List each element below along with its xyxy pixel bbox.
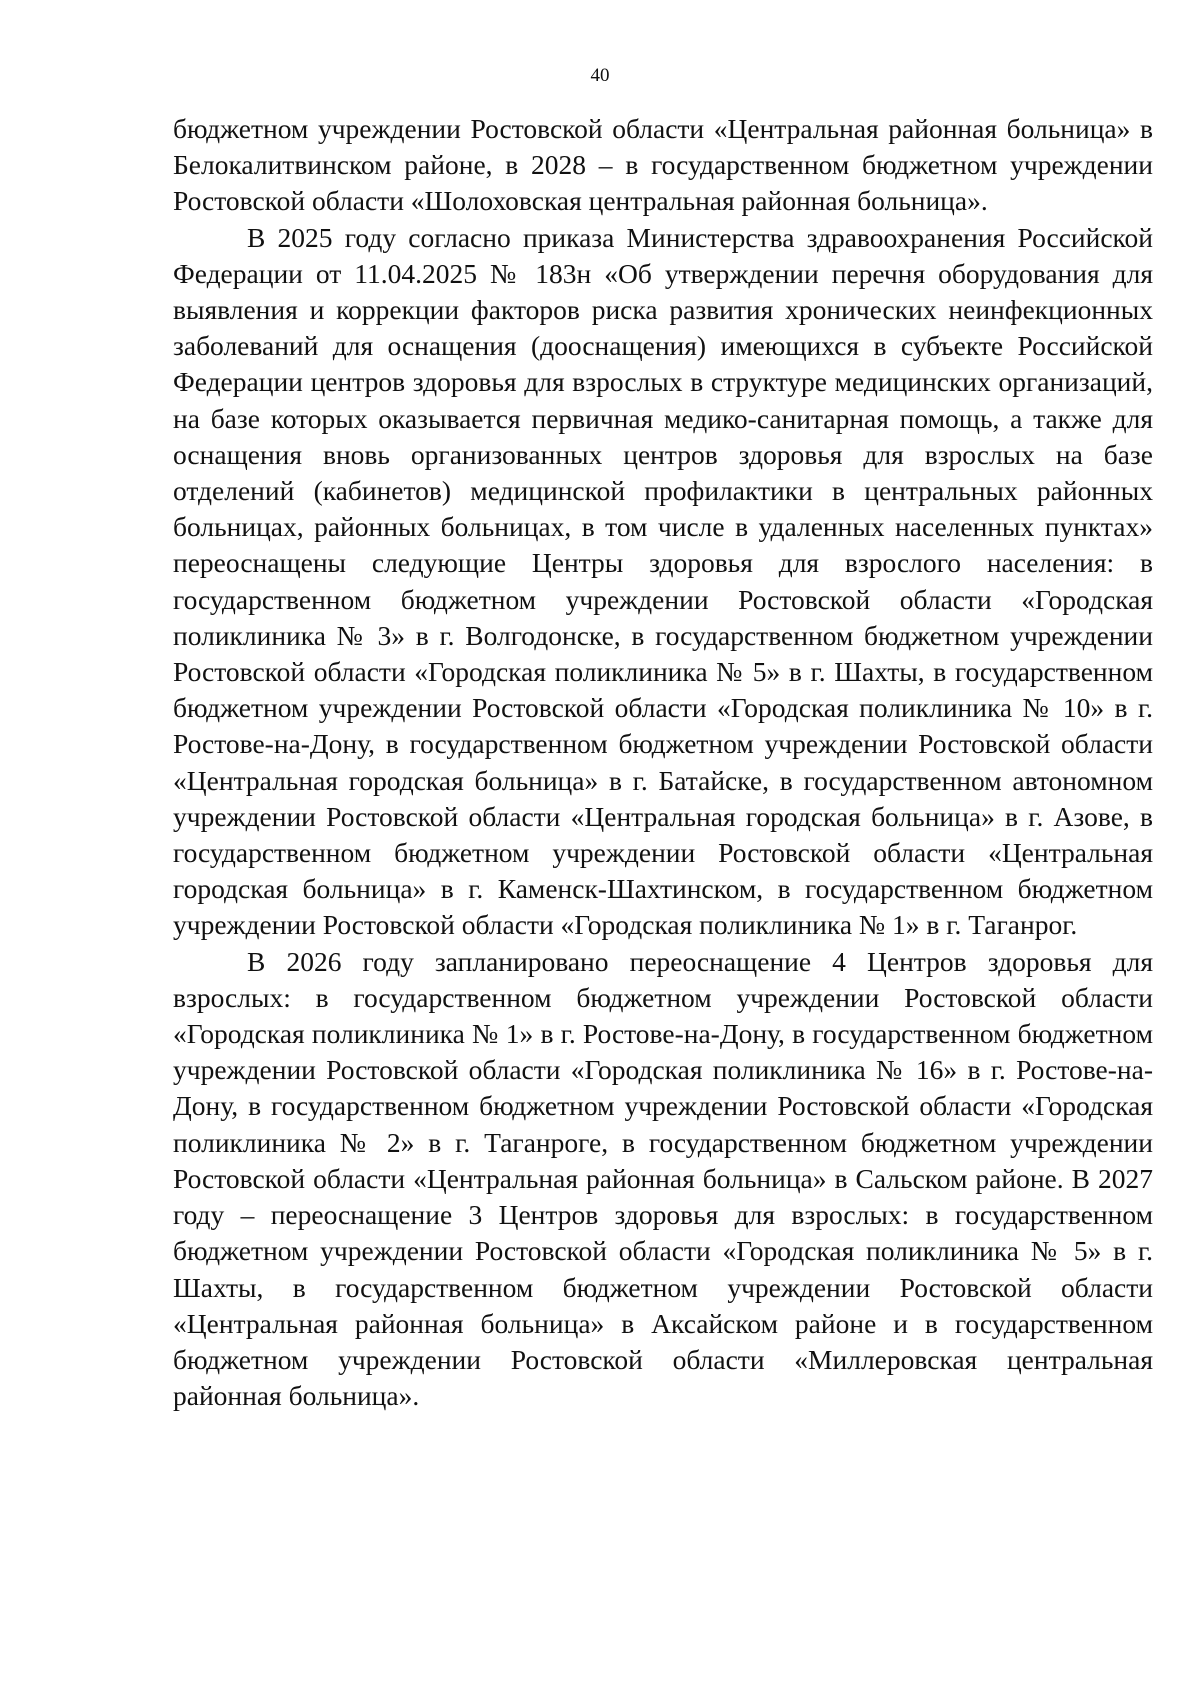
document-body — [173, 111, 1153, 1414]
page-number: 40 — [590, 65, 610, 86]
paragraph-2025-reequipment: В 2025 году согласно приказа Министерства здравоохранения Российской Федерации от 11.04.2025 № 183н «Об утверждении перечня оборудования для выявления и коррекции факторов риска развития хронических неинфекционных заболеваний для оснащения (дооснащения) имеющихся в субъекте Российской Федерации центров здоровья для взрослых в структуре медицинских организаций, на базе которых оказывается первичная медико-санитарная помощь, а также для оснащения вновь организованных центров здоровья для взрослых на базе отделений (кабинетов) медицинской профилактики в центральных районных больницах, районных больницах, в том числе в удаленных населенных пунктах» переоснащены следующие Центры здоровья для взрослого населения: в государственном бюджетном учреждении Ростовской области «Городская поликлиника № 3» в г. Волгодонске, в государственном бюджетном учреждении Ростовской области «Городская поликлиника № 5» в г. Шахты, в государственном бюджетном учреждении Ростовской области «Городская поликлиника № 10» в г. Ростове-на-Дону, в государственном бюджетном учреждении Ростовской области «Центральная городская больница» в г. Батайске, в государственном автономном учреждении Ростовской области «Центральная городская больница» в г. Азове, в государственном бюджетном учреждении Ростовской области «Центральная городская больница» в г. Каменск-Шахтинском, в государственном бюджетном учреждении Ростовской области «Городская поликлиника № 1» в г. Таганрог. — [173, 221, 1153, 941]
paragraph-continuation: бюджетном учреждении Ростовской области «Центральная районная больница» в Белокалитвинском районе, в 2028 – в государственном бюджетном учреждении Ростовской области «Шолоховская центральная районная больница». — [173, 113, 1153, 217]
paragraph-2026-2027-plan: В 2026 году запланировано переоснащение 4 Центров здоровья для взрослых: в государственном бюджетном учреждении Ростовской области «Городская поликлиника № 1» в г. Ростове-на-Дону, в государственном бюджетном учреждении Ростовской области «Городская поликлиника № 16» в г. Ростове-на-Дону, в государственном бюджетном учреждении Ростовской области «Городская поликлиника № 2» в г. Таганроге, в государственном бюджетном учреждении Ростовской области «Центральная районная больница» в Сальском районе. В 2027 году – переоснащение 3 Центров здоровья для взрослых: в государственном бюджетном учреждении Ростовской области «Городская поликлиника № 5» в г. Шахты, в государственном бюджетном учреждении Ростовской области «Центральная районная больница» в Аксайском районе и в государственном бюджетном учреждении Ростовской области «Миллеровская центральная районная больница». — [173, 945, 1153, 1412]
